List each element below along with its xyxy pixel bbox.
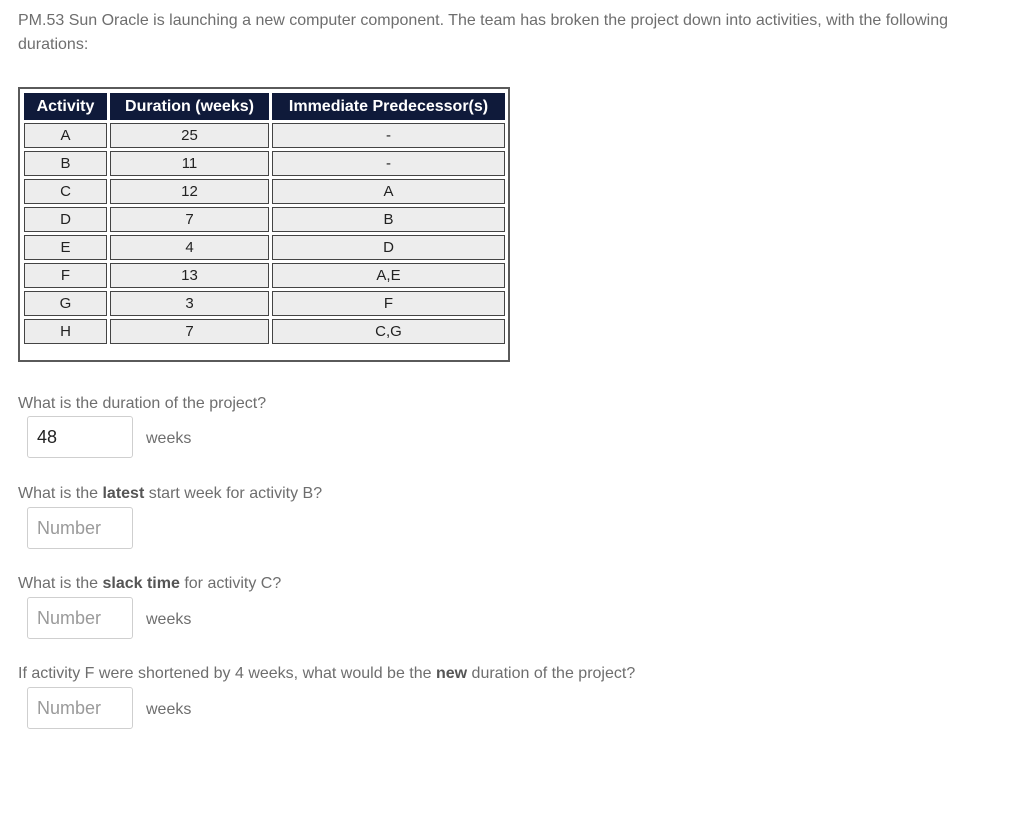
unit-label: weeks [146, 430, 192, 447]
cell-duration: 4 [110, 235, 269, 260]
header-duration: Duration (weeks) [110, 93, 269, 120]
cell-duration: 7 [110, 207, 269, 232]
question-slack-c [18, 574, 281, 594]
latest-start-b-input[interactable] [27, 507, 133, 549]
cell-predecessors: - [272, 123, 505, 148]
question-text-bold: slack time [102, 575, 180, 592]
cell-duration: 11 [110, 151, 269, 176]
cell-duration: 12 [110, 179, 269, 204]
question-text-post: duration of the project? [467, 665, 636, 682]
cell-predecessors: A [272, 179, 505, 204]
cell-activity: G [24, 291, 107, 316]
activity-table-grid [21, 90, 508, 347]
unit-label: weeks [146, 701, 192, 718]
new-duration-input[interactable] [27, 687, 133, 729]
cell-duration: 13 [110, 263, 269, 288]
cell-predecessors: C,G [272, 319, 505, 344]
question-text: What is the duration of the project? [18, 395, 267, 412]
cell-predecessors: B [272, 207, 505, 232]
question-text-pre: What is the [18, 575, 103, 592]
question-text-post: start week for activity B? [144, 485, 323, 502]
problem-intro: PM.53 Sun Oracle is launching a new computer component. The team has broken the project down into activities, with the following durations: [18, 12, 948, 53]
question-text-bold: latest [102, 485, 145, 502]
header-predecessors: Immediate Predecessor(s) [272, 93, 505, 120]
table-row [24, 151, 505, 176]
cell-activity: H [24, 319, 107, 344]
cell-predecessors: A,E [272, 263, 505, 288]
cell-duration: 25 [110, 123, 269, 148]
cell-predecessors: D [272, 235, 505, 260]
table-row [24, 179, 505, 204]
cell-activity: F [24, 263, 107, 288]
table-row [24, 263, 505, 288]
cell-activity: D [24, 207, 107, 232]
table-row [24, 123, 505, 148]
cell-activity: C [24, 179, 107, 204]
table-row [24, 207, 505, 232]
question-text-pre: What is the [18, 485, 103, 502]
question-text-pre: If activity F were shortened by 4 weeks, what would be the [18, 665, 436, 682]
table-row [24, 291, 505, 316]
project-duration-input[interactable] [27, 416, 133, 458]
cell-duration: 7 [110, 319, 269, 344]
unit-label: weeks [146, 611, 192, 628]
question-new-duration [18, 664, 635, 684]
cell-activity: E [24, 235, 107, 260]
table-row [24, 319, 505, 344]
cell-duration: 3 [110, 291, 269, 316]
cell-activity: A [24, 123, 107, 148]
header-activity: Activity [24, 93, 107, 120]
question-text-bold: new [435, 665, 468, 682]
cell-activity: B [24, 151, 107, 176]
question-project-duration [18, 394, 266, 414]
slack-c-input[interactable] [27, 597, 133, 639]
cell-predecessors: F [272, 291, 505, 316]
question-text-post: for activity C? [179, 575, 282, 592]
cell-predecessors: - [272, 151, 505, 176]
table-header-row [24, 93, 505, 120]
table-row [24, 235, 505, 260]
question-latest-start-b [18, 484, 322, 504]
activity-table [18, 87, 510, 362]
